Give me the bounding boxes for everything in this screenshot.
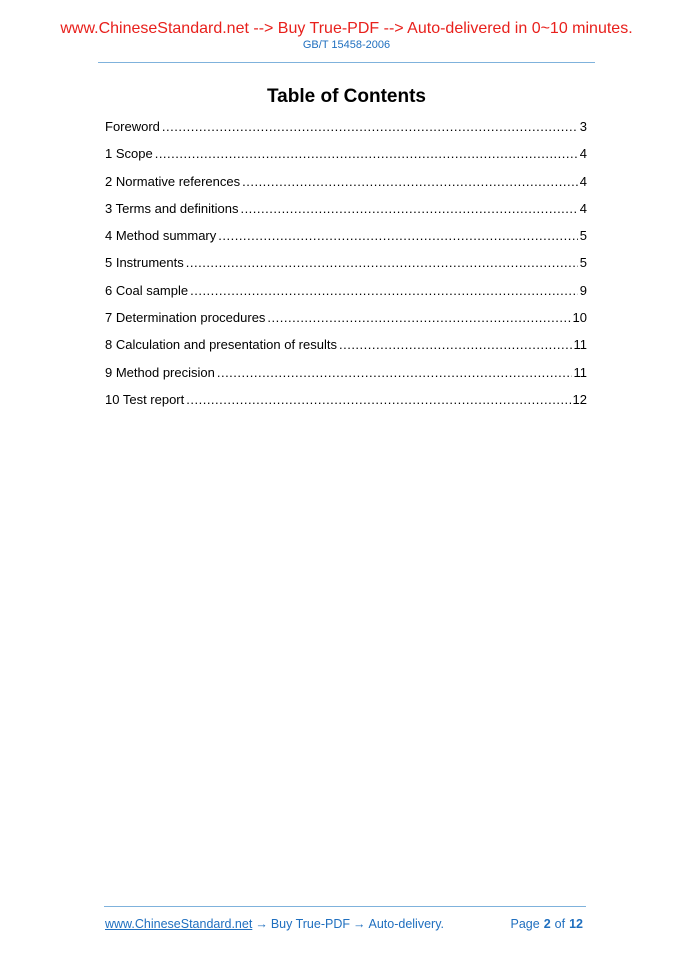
toc-entry-page: 5: [579, 255, 587, 271]
page-word: Page: [510, 917, 540, 931]
toc-entry-label: 4 Method summary: [105, 228, 217, 244]
toc-entry-page: 3: [579, 119, 587, 134]
toc-entry-page: 4: [579, 146, 587, 162]
toc-entry-page: 4: [579, 200, 587, 216]
current-page-number: 2: [543, 917, 551, 931]
toc-entry-instruments[interactable]: [105, 253, 587, 280]
toc-entry-scope[interactable]: [105, 144, 587, 171]
dot-leader: [217, 363, 572, 383]
toc-entry-calculation-of-results[interactable]: [105, 335, 587, 362]
table-of-contents: [105, 117, 587, 417]
toc-entry-label: 6 Coal sample: [105, 282, 189, 298]
toc-entry-page: 12: [572, 391, 587, 407]
dot-leader: [190, 281, 578, 301]
dot-leader: [186, 390, 570, 410]
dot-leader: [162, 117, 578, 137]
toc-entry-label: 3 Terms and definitions: [105, 200, 239, 216]
dot-leader: [267, 308, 570, 328]
toc-entry-method-precision[interactable]: [105, 363, 587, 390]
page-footer: [105, 916, 587, 932]
arrow-right-icon: →: [353, 917, 366, 931]
footer-delivery-text: Auto-delivery.: [368, 917, 444, 931]
dot-leader: [242, 172, 578, 192]
toc-entry-page: 9: [579, 282, 587, 298]
toc-entry-test-report[interactable]: [105, 390, 587, 417]
footer-website-link[interactable]: www.ChineseStandard.net: [105, 917, 253, 931]
total-pages-number: 12: [569, 917, 583, 931]
toc-entry-page: 4: [579, 173, 587, 189]
toc-entry-terms-and-definitions[interactable]: [105, 199, 587, 226]
toc-entry-label: 8 Calculation and presentation of results: [105, 337, 337, 353]
header-divider: [98, 62, 595, 63]
dot-leader: [240, 199, 577, 219]
toc-entry-label: 2 Normative references: [105, 173, 241, 189]
toc-entry-label: 5 Instruments: [105, 255, 184, 271]
toc-entry-label: 10 Test report: [105, 391, 185, 407]
page-indicator: [511, 916, 588, 932]
footer-divider: [104, 906, 586, 907]
dot-leader: [155, 144, 578, 164]
toc-title: Table of Contents: [266, 86, 427, 107]
dot-leader: [218, 226, 578, 246]
toc-entry-label: 7 Determination procedures: [105, 310, 266, 326]
promo-banner[interactable]: www.ChineseStandard.net --> Buy True-PDF --> Auto-delivered in 0~10 minutes.: [60, 20, 633, 37]
toc-entry-normative-references[interactable]: [105, 172, 587, 199]
of-word: of: [554, 917, 566, 931]
toc-entry-label: 9 Method precision: [105, 364, 215, 380]
toc-entry-page: 10: [572, 310, 587, 326]
toc-entry-label: Foreword: [105, 119, 160, 134]
footer-buy-text: Buy True-PDF: [270, 917, 350, 931]
standard-code: GB/T 15458-2006: [302, 39, 391, 51]
toc-entry-label: 1 Scope: [105, 146, 153, 162]
toc-entry-page: 5: [579, 228, 587, 244]
arrow-right-icon: →: [255, 917, 268, 931]
toc-entry-method-summary[interactable]: [105, 226, 587, 253]
dot-leader: [186, 253, 578, 273]
footer-left: [105, 916, 444, 932]
toc-entry-page: 11: [573, 337, 587, 353]
toc-entry-foreword[interactable]: [105, 117, 587, 144]
toc-entry-page: 11: [573, 364, 587, 380]
toc-entry-coal-sample[interactable]: [105, 281, 587, 308]
toc-entry-determination-procedures[interactable]: [105, 308, 587, 335]
dot-leader: [339, 335, 572, 355]
